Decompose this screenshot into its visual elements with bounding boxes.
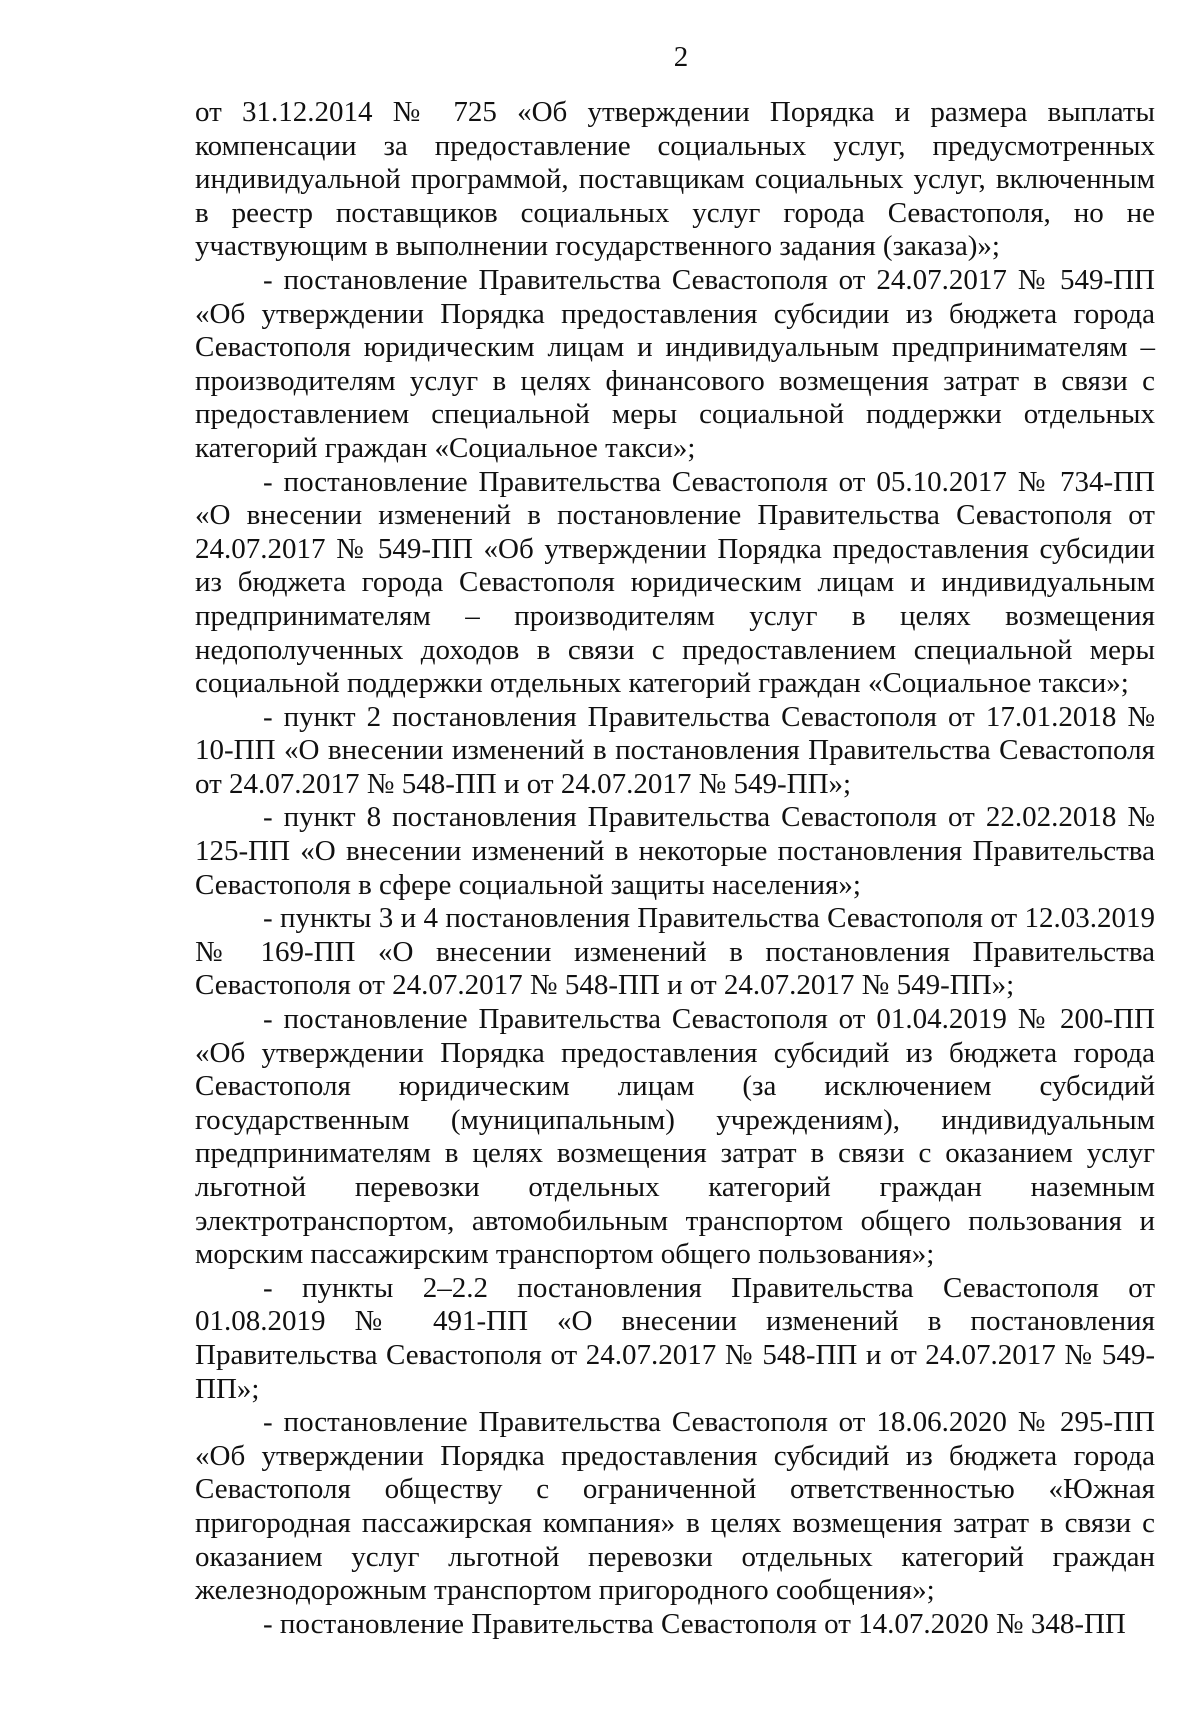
paragraph-2: - постановление Правительства Севастополя от 24.07.2017 № 549-ПП «Об утверждении Порядка предоставления субсидии из бюджета города Севастополя юридическим лицам и индивидуальным предпринимателям – производителям услуг в целях финансового возмещения затрат в связи с предоставлением специальной меры социальной поддержки отдельных категорий граждан «Социальное такси»; — [195, 263, 1155, 464]
page-number: 2 — [673, 41, 689, 73]
paragraph-6: - пункты 3 и 4 постановления Правительства Севастополя от 12.03.2019 № 169-ПП «О внесении изменений в постановления Правительства Севастополя от 24.07.2017 № 548-ПП и от 24.07.2017 № 549-ПП»; — [195, 902, 1155, 1002]
paragraph-7: - постановление Правительства Севастополя от 01.04.2019 № 200-ПП «Об утверждении Порядка предоставления субсидий из бюджета города Севастополя юридическим лицам (за исключением субсидий государственным (муниципальным) учреждениям), индивидуальным предпринимателям в целях возмещения затрат в связи с оказанием услуг льготной перевозки отдельных категорий граждан наземным электротранспортом, автомобильным транспортом общего пользования и морским пассажирским транспортом общего пользования»; — [195, 1003, 1155, 1271]
paragraph-3: - постановление Правительства Севастополя от 05.10.2017 № 734-ПП «О внесении изменений в постановление Правительства Севастополя от 24.07.2017 № 549-ПП «Об утверждении Порядка предоставления субсидии из бюджета города Севастополя юридическим лицам и индивидуальным предпринимателям – производителям услуг в целях возмещения недополученных доходов в связи с предоставлением специальной меры социальной поддержки отдельных категорий граждан «Социальное такси»; — [195, 465, 1155, 700]
paragraph-8: - пункты 2–2.2 постановления Правительства Севастополя от 01.08.2019 № 491-ПП «О внесении изменений в постановления Правительства Севастополя от 24.07.2017 № 548-ПП и от 24.07.2017 № 549-ПП»; — [195, 1271, 1155, 1405]
paragraph-10: - постановление Правительства Севастополя от 14.07.2020 № 348-ПП — [263, 1607, 1126, 1640]
paragraph-4: - пункт 2 постановления Правительства Севастополя от 17.01.2018 № 10-ПП «О внесении изменений в постановления Правительства Севастополя от 24.07.2017 № 548-ПП и от 24.07.2017 № 549-ПП»; — [195, 700, 1155, 800]
paragraph-1: от 31.12.2014 № 725 «Об утверждении Порядка и размера выплаты компенсации за предоставление социальных услуг, предусмотренных индивидуальной программой, поставщикам социальных услуг, включенным в реестр поставщиков социальных услуг города Севастополя, но не участвующим в выполнении государственного задания (заказа)»; — [195, 96, 1155, 263]
document-body — [195, 96, 1155, 1641]
paragraph-5: - пункт 8 постановления Правительства Севастополя от 22.02.2018 № 125-ПП «О внесении изменений в некоторые постановления Правительства Севастополя в сфере социальной защиты населения»; — [195, 801, 1155, 901]
paragraph-9: - постановление Правительства Севастополя от 18.06.2020 № 295-ПП «Об утверждении Порядка предоставления субсидий из бюджета города Севастополя обществу с ограниченной ответственностью «Южная пригородная пассажирская компания» в целях возмещения затрат в связи с оказанием услуг льготной перевозки отдельных категорий граждан железнодорожным транспортом пригородного сообщения»; — [195, 1406, 1155, 1607]
